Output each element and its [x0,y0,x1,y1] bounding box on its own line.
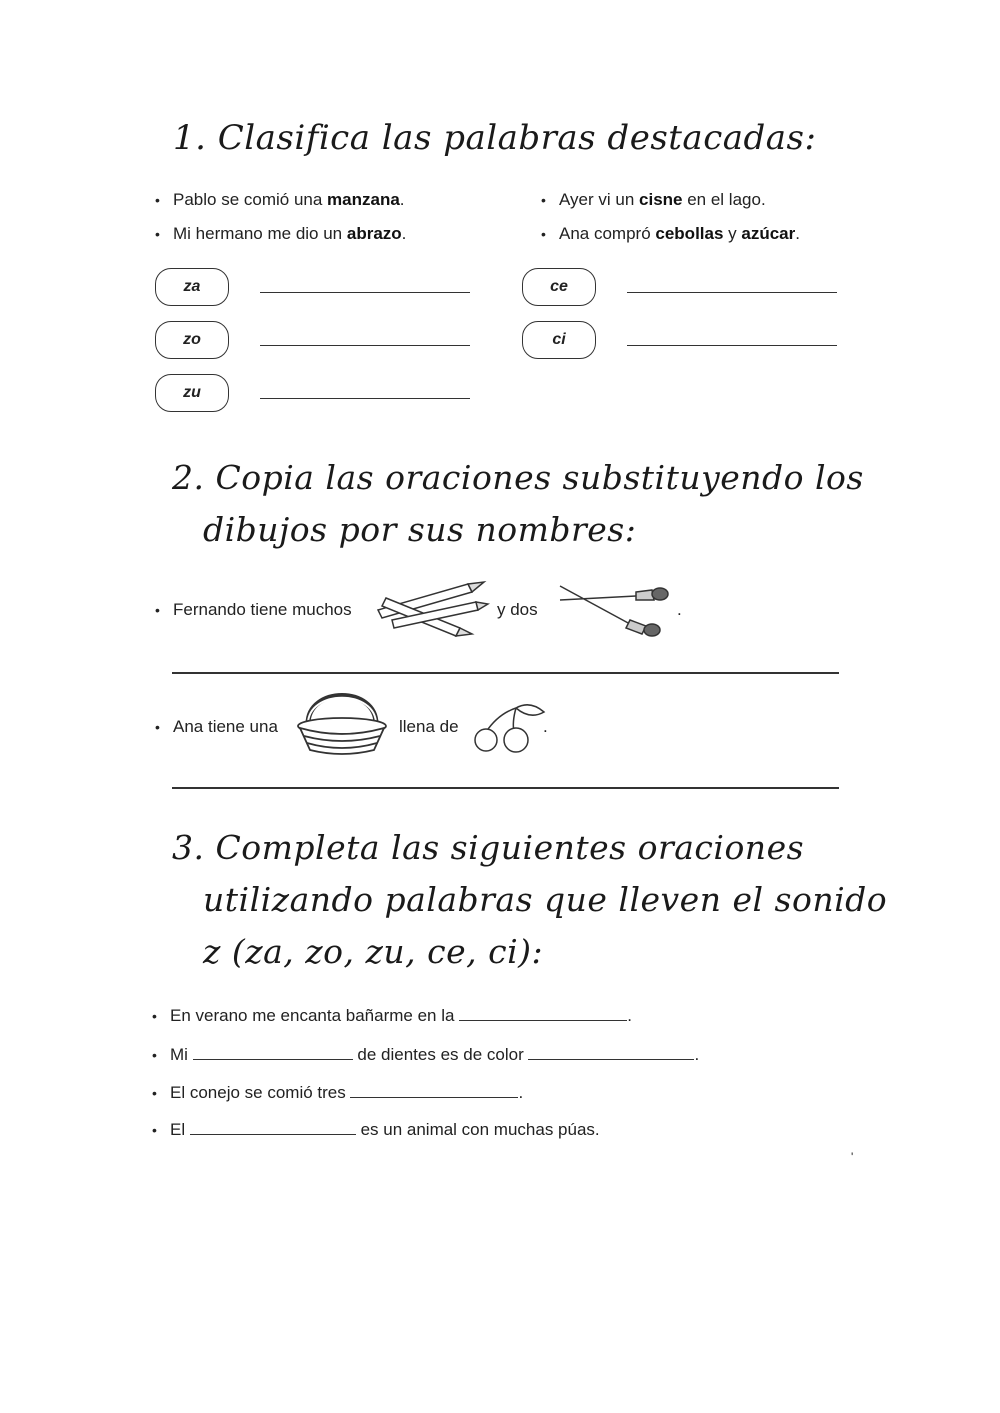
sentence-ana-end: . [543,717,548,736]
fill-sentence-2: • Mi de dientes es de color . [152,1045,700,1064]
sentence-cebollas-azucar: • Ana compró cebollas y azúcar. [541,224,800,243]
fill-blank-4[interactable] [190,1120,356,1135]
sentence-abrazo: • Mi hermano me dio un abrazo. [155,224,407,243]
answer-line-zu[interactable] [260,398,470,399]
section3-heading-line2: utilizando palabras que lleven el sonido [203,880,888,919]
bullet: • [155,602,160,618]
stray-mark: ' [851,1150,854,1164]
section2-heading-line2: dibujos por sus nombres: [203,510,637,549]
section3-heading-line1: 3. Completa las siguientes oraciones [172,828,805,867]
sentence-ana-part1: • Ana tiene una [155,717,278,736]
sentence-cisne: • Ayer vi un cisne en el lago. [541,190,766,209]
cherries-icon [470,698,550,754]
basket-icon [294,686,390,758]
paintbrushes-icon [556,578,674,638]
bullet: • [155,719,160,735]
copy-answer-line-2[interactable] [172,787,839,789]
syllable-za: za [155,268,229,306]
fill-blank-2b[interactable] [528,1045,694,1060]
sentence-fernando-end: . [677,600,682,619]
answer-line-ci[interactable] [627,345,837,346]
copy-answer-line-1[interactable] [172,672,839,674]
bullet: • [152,1047,157,1063]
fill-sentence-4: • El es un animal con muchas púas. [152,1120,600,1139]
sentence-ana-part2: llena de [399,717,459,736]
syllable-ce: ce [522,268,596,306]
sentence-fernando-part1: • Fernando tiene muchos [155,600,352,619]
fill-blank-1[interactable] [459,1006,627,1021]
bullet: • [152,1085,157,1101]
syllable-ci: ci [522,321,596,359]
fill-sentence-1: • En verano me encanta bañarme en la . [152,1006,632,1025]
section1-heading: 1. Clasifica las palabras destacadas: [173,118,817,158]
fill-blank-3[interactable] [350,1083,518,1098]
syllable-zo: zo [155,321,229,359]
section2-heading-line1: 2. Copia las oraciones substituyendo los [172,458,864,497]
section3-heading-line3: z (za, zo, zu, ce, ci): [203,932,544,971]
pencils-icon [372,578,490,638]
fill-blank-2a[interactable] [193,1045,353,1060]
bullet: • [541,226,546,242]
answer-line-za[interactable] [260,292,470,293]
bullet: • [155,192,160,208]
bullet: • [541,192,546,208]
sentence-manzana: • Pablo se comió una manzana. [155,190,405,209]
sentence-fernando-part2: y dos [497,600,538,619]
answer-line-zo[interactable] [260,345,470,346]
answer-line-ce[interactable] [627,292,837,293]
bullet: • [155,226,160,242]
syllable-zu: zu [155,374,229,412]
bullet: • [152,1122,157,1138]
fill-sentence-3: • El conejo se comió tres . [152,1083,524,1102]
bullet: • [152,1008,157,1024]
